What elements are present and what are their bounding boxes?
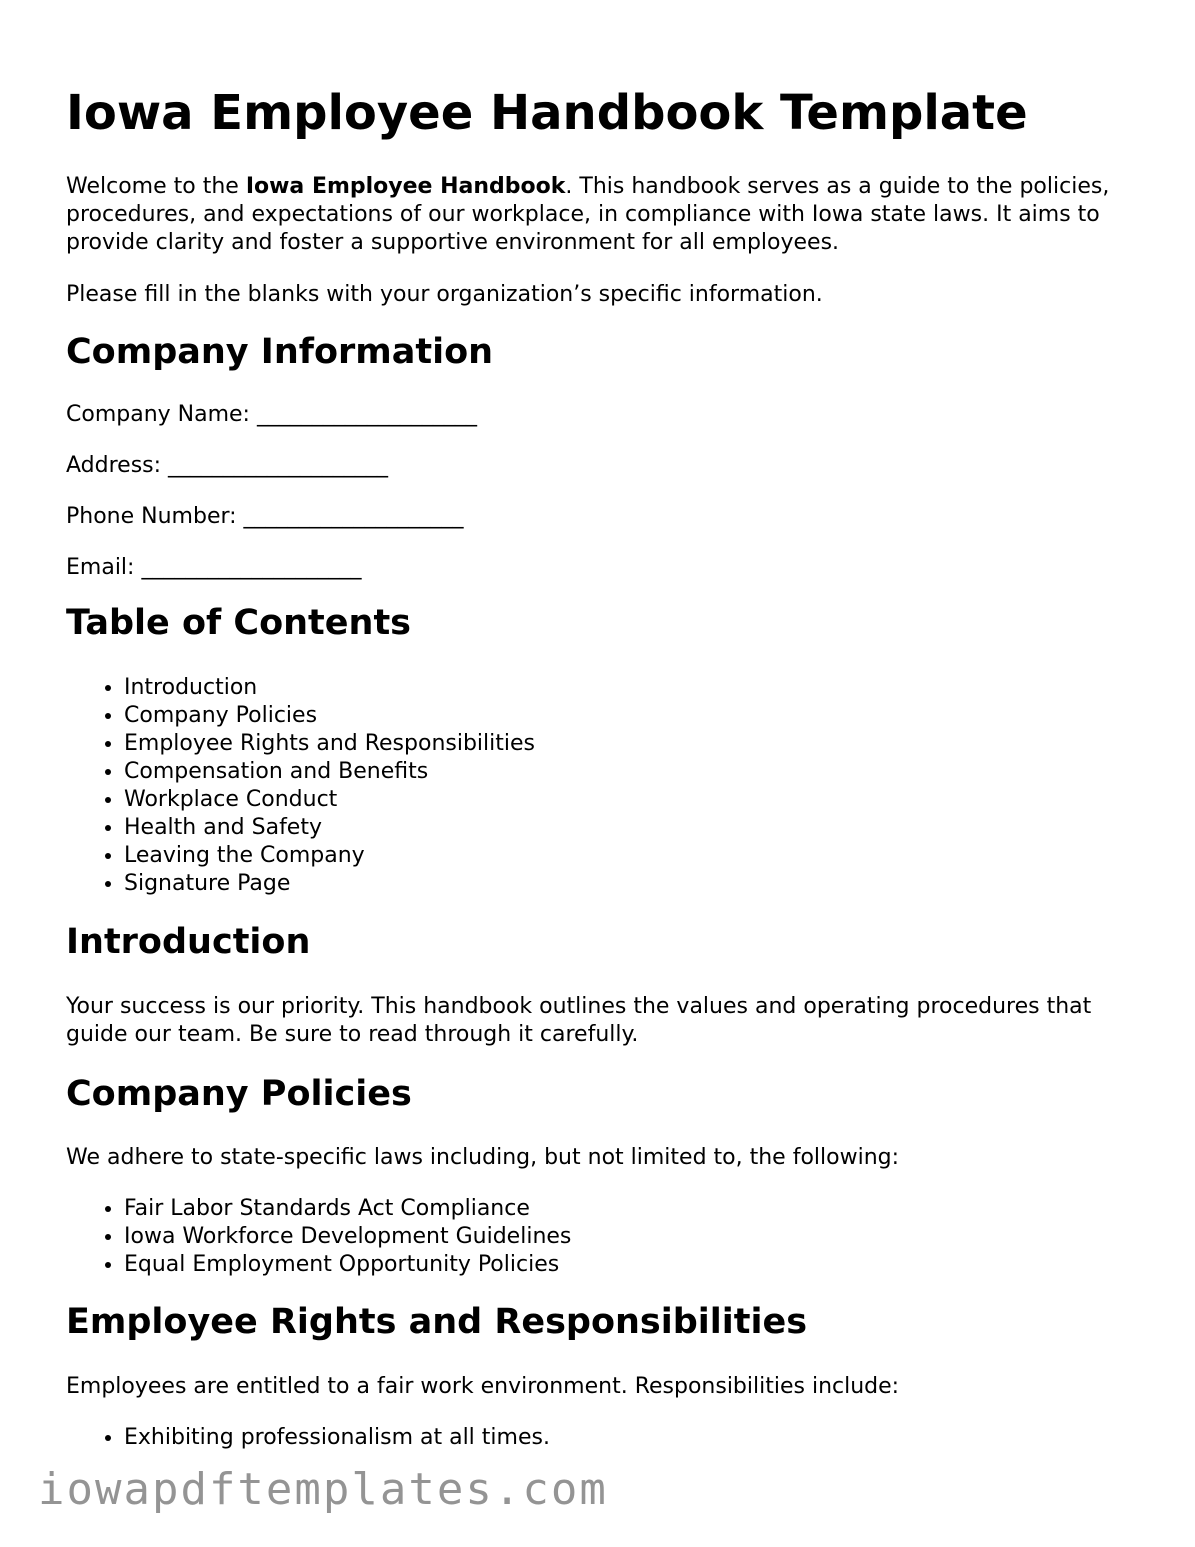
toc-item: • Compensation and Benefits xyxy=(124,758,1146,786)
policy-item: • Iowa Workforce Development Guidelines xyxy=(124,1223,1146,1251)
policies-list xyxy=(66,1195,1146,1279)
rights-item: • Exhibiting professionalism at all times. xyxy=(124,1424,1146,1452)
policies-body: We adhere to state-specific laws including, but not limited to, the following: xyxy=(66,1145,900,1170)
page-title: Iowa Employee Handbook Template xyxy=(66,85,1028,141)
company-info-heading: Company Information xyxy=(66,332,494,372)
welcome-text-end: . This handbook serves as a guide to the policies, procedures, and expectations of our workplace, in compliance with Iowa state laws. It aims to provide clarity and foster a supportive environment for all employees. xyxy=(66,174,1110,255)
toc-item: • Introduction xyxy=(124,674,1146,702)
company-name-field: Company Name: ____________________ xyxy=(66,402,477,427)
email-field: Email: ____________________ xyxy=(66,555,362,580)
toc-item: • Workplace Conduct xyxy=(124,786,1146,814)
address-field: Address: ____________________ xyxy=(66,453,389,478)
rights-body: Employees are entitled to a fair work environment. Responsibilities include: xyxy=(66,1374,900,1399)
fill-instruction: Please fill in the blanks with your organization’s specific information. xyxy=(66,282,823,307)
introduction-heading: Introduction xyxy=(66,922,311,962)
toc-item: • Employee Rights and Responsibilities xyxy=(124,730,1146,758)
toc-item: • Health and Safety xyxy=(124,814,1146,842)
toc-heading: Table of Contents xyxy=(66,603,412,643)
welcome-text-start: Welcome to the xyxy=(66,174,246,199)
toc-item: • Leaving the Company xyxy=(124,842,1146,870)
document-page xyxy=(66,0,1146,1452)
rights-list xyxy=(66,1424,1146,1452)
watermark: iowapdftemplates.com xyxy=(38,1464,608,1515)
introduction-body: Your success is our priority. This handbook outlines the values and operating procedures that guide our team. Be sure to read through it carefully. xyxy=(66,994,1092,1047)
toc-item: • Company Policies xyxy=(124,702,1146,730)
toc-item: • Signature Page xyxy=(124,870,1146,898)
welcome-bold-name: Iowa Employee Handbook xyxy=(245,174,566,199)
rights-heading: Employee Rights and Responsibilities xyxy=(66,1302,808,1342)
welcome-paragraph xyxy=(66,173,1146,257)
policy-item: • Fair Labor Standards Act Compliance xyxy=(124,1195,1146,1223)
policy-item: • Equal Employment Opportunity Policies xyxy=(124,1251,1146,1279)
policies-heading: Company Policies xyxy=(66,1074,412,1114)
toc-list xyxy=(66,674,1146,898)
phone-field: Phone Number: ____________________ xyxy=(66,504,464,529)
